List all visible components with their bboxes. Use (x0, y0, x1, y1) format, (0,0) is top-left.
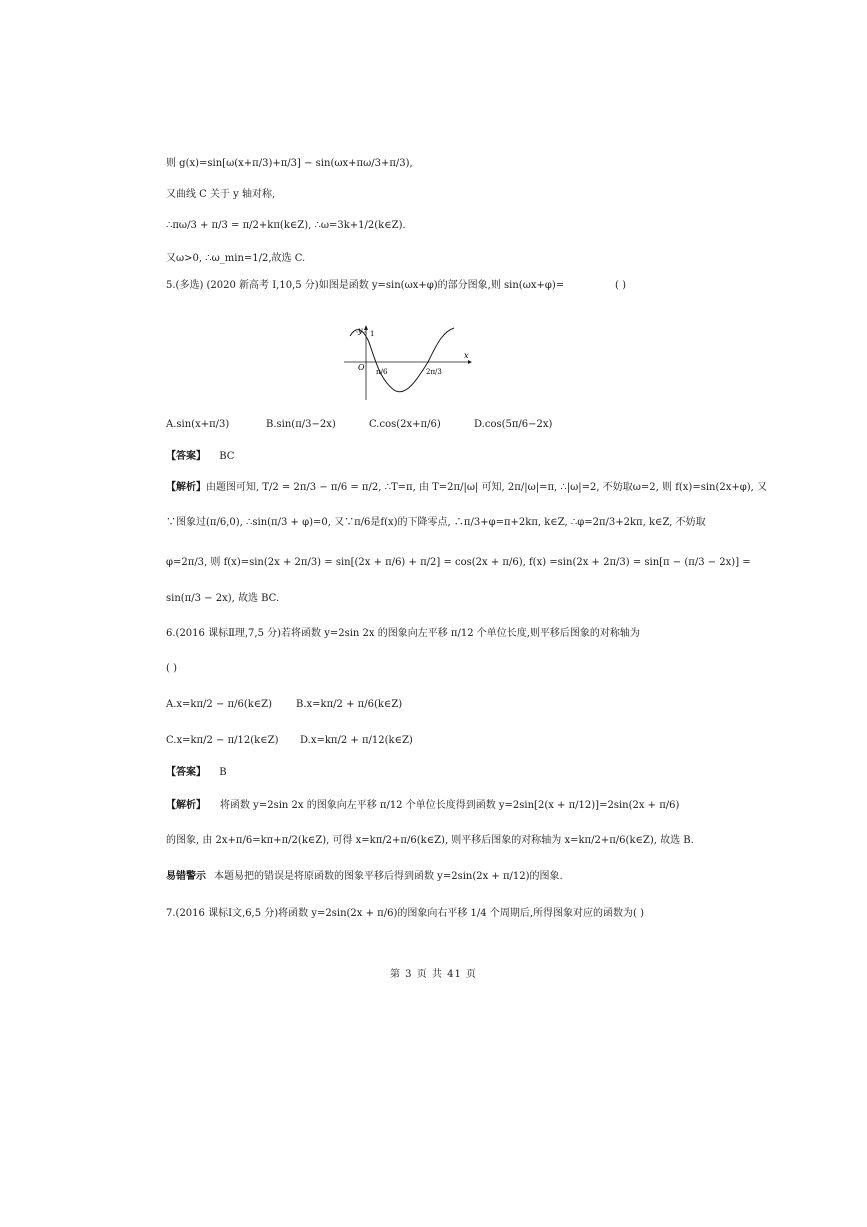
tick-2pi-3: 2π/3 (426, 368, 442, 376)
question-6: 6.(2016 课标Ⅱ理,7,5 分)若将函数 y=2sin 2x 的图象向左平移 π/12 个单位长度,则平移后图象的对称轴为 (166, 628, 640, 639)
origin-label: O (358, 363, 365, 372)
solution-line-3: ∴πω/3 + π/3 = π/2+kπ(k∈Z), ∴ω=3k+1/2(k∈Z). (166, 220, 406, 231)
one-label: 1 (370, 330, 375, 338)
warning-label: 易错警示 (166, 871, 206, 882)
explanation-5-line-4: sin(π/3 − 2x), 故选 BC. (166, 593, 280, 604)
explanation-5-line-1 (166, 481, 767, 495)
x-axis-arrow (468, 360, 472, 364)
sine-graph (336, 324, 476, 404)
q6-option-c: C.x=kπ/2 − π/12(k∈Z) (166, 735, 279, 746)
q6-option-b: B.x=kπ/2 + π/6(k∈Z) (296, 699, 403, 710)
q5-option-d: D.cos(5π/6−2x) (474, 419, 553, 430)
answer-label: 【答案】 (166, 451, 206, 462)
explanation-text: 将函数 y=2sin 2x 的图象向左平移 π/12 个单位长度得到函数 y=2sin[2(x + π/12)]=2sin(2x + π/6) (220, 800, 680, 811)
q6-option-d: D.x=kπ/2 + π/12(k∈Z) (300, 735, 413, 746)
solution-line-4: 又ω>0, ∴ω_min=1/2,故选 C. (166, 253, 306, 264)
answer-6 (166, 766, 227, 780)
question-5: 5.(多选) (2020 新高考 Ⅰ,10,5 分)如图是函数 y=sin(ωx+φ)的部分图象,则 sin(ωx+φ)= (166, 280, 565, 291)
warning-text: 本题易把的错误是将原函数的图象平移后得到函数 y=2sin(2x + π/12)的图象. (214, 871, 563, 882)
error-warning (166, 870, 563, 884)
solution-line-1: 则 g(x)=sin[ω(x+π/3)+π/3] − sin(ωx+πω/3+π/3), (166, 158, 413, 169)
q5-option-b: B.sin(π/3−2x) (266, 419, 336, 430)
explanation-5-line-3: φ=2π/3, 则 f(x)=sin(2x + 2π/3) = sin[(2x + π/6) + π/2] = cos(2x + π/6), f(x) =sin(2x + 2π/3) = sin[π − (π/3 − 2x)] = (166, 557, 751, 568)
answer-bracket-6: ( ) (166, 663, 177, 674)
explanation-label: 【解析】 (166, 482, 206, 493)
explanation-6-line-2: 的图象, 由 2x+π/6=kπ+π/2(k∈Z), 可得 x=kπ/2+π/6(k∈Z), 则平移后图象的对称轴为 x=kπ/2+π/6(k∈Z), 故选 B. (166, 835, 694, 846)
answer-value: BC (219, 451, 235, 462)
y-axis-arrow (364, 325, 368, 330)
explanation-label: 【解析】 (166, 800, 206, 811)
answer-bracket-5: ( ) (615, 280, 626, 291)
q6-option-a: A.x=kπ/2 − π/6(k∈Z) (166, 699, 273, 710)
solution-line-2: 又曲线 C 关于 y 轴对称, (166, 189, 276, 200)
page-footer: 第 3 页 共 41 页 (390, 969, 477, 980)
answer-label: 【答案】 (166, 767, 206, 778)
explanation-6-line-1 (166, 799, 679, 813)
q5-option-c: C.cos(2x+π/6) (369, 419, 441, 430)
tick-pi-6: π/6 (376, 368, 388, 376)
question-7: 7.(2016 课标Ⅰ文,6,5 分)将函数 y=2sin(2x + π/6)的图象向右平移 1/4 个周期后,所得图象对应的函数为( ) (166, 908, 644, 919)
explanation-5-line-2: ∵图象过(π/6,0), ∴sin(π/3 + φ)=0, 又∵π/6是f(x)的下降零点, ∴π/3+φ=π+2kπ, k∈Z, ∴φ=2π/3+2kπ, k∈Z, 不妨取 (166, 517, 706, 528)
x-axis-label: x (464, 351, 469, 360)
y-axis-label: y (358, 326, 363, 335)
q5-option-a: A.sin(x+π/3) (166, 419, 230, 430)
answer-5 (166, 450, 234, 464)
answer-value: B (219, 767, 227, 778)
explanation-text: 由题图可知, T/2 = 2π/3 − π/6 = π/2, ∴T=π, 由 T=2π/|ω| 可知, 2π/|ω|=π, ∴|ω|=2, 不妨取ω=2, 则 f(x)=sin(2x+φ), 又 (206, 482, 768, 493)
